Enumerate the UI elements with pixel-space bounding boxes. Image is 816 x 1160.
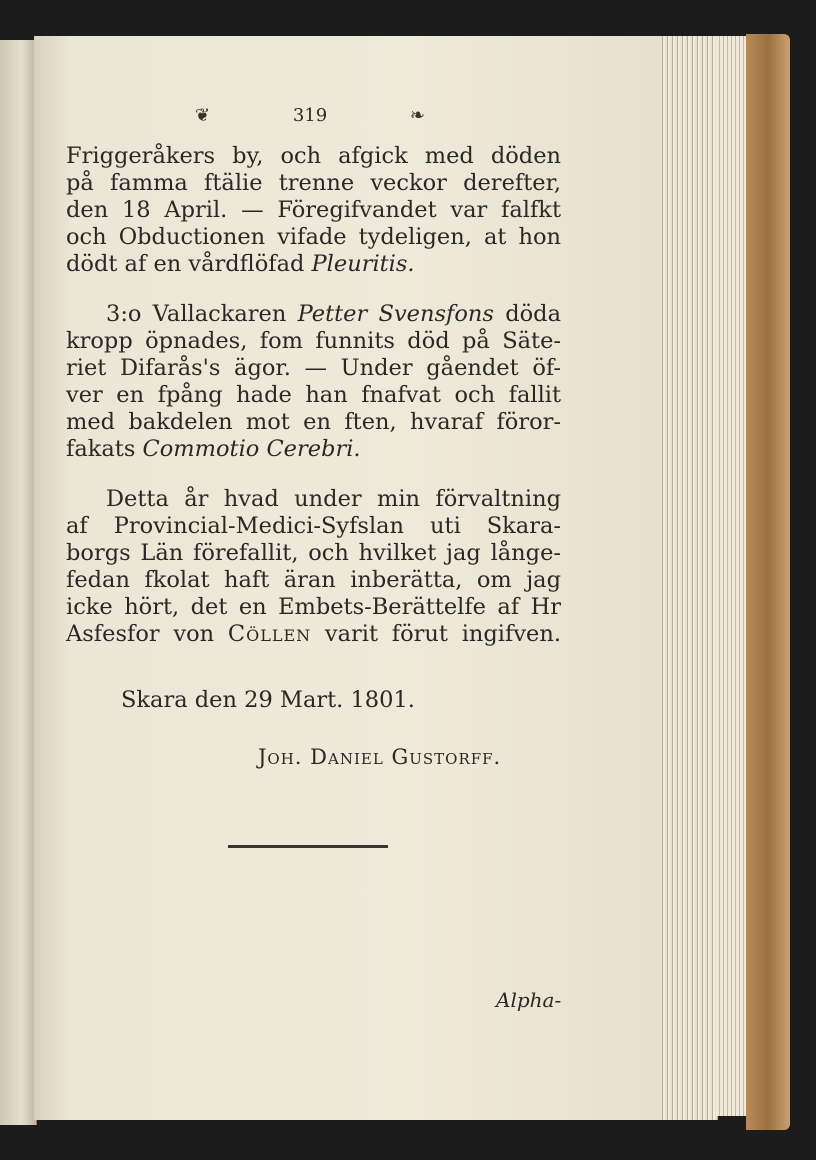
text-line: riet Difarås's ägor. — Under gåendet öf-	[66, 355, 561, 381]
catchword: Alpha-	[496, 988, 562, 1012]
ornament-left-icon: ❦	[195, 104, 211, 126]
text-line	[66, 621, 561, 648]
divider-rule	[228, 845, 388, 848]
text-fragment: fakats	[66, 436, 136, 462]
italic-name: Petter Svensfons	[297, 301, 494, 327]
paragraph-1	[66, 143, 561, 278]
text-line: med bakdelen mot en ften, hvaraf föror-	[66, 409, 561, 435]
book-cover	[746, 34, 790, 1130]
text-fragment: varit förut ingifven.	[324, 621, 562, 647]
signoff-date: Skara den 29 Mart. 1801.	[121, 687, 415, 713]
text-fragment: dödt af en vårdflöfad	[66, 251, 305, 277]
page-edges	[660, 36, 718, 1120]
page-number: 319	[292, 104, 328, 126]
text-line: Detta år hvad under min förvaltning	[106, 486, 561, 512]
text-line: kropp öpnades, fom funnits död på Säte-	[66, 328, 561, 354]
left-page-edge	[0, 40, 37, 1125]
ornament-right-icon: ❧	[409, 104, 425, 126]
page-edges-outer	[716, 36, 746, 1116]
text-line	[66, 251, 561, 278]
body-text	[66, 143, 561, 648]
text-line	[66, 301, 561, 328]
text-fragment: Asfesfor von	[66, 621, 215, 647]
text-line: på famma ftälie trenne veckor derefter,	[66, 170, 561, 196]
text-line: icke hört, det en Embets-Berättelfe af Hr	[66, 594, 561, 620]
text-line: Friggeråkers by, och afgick med döden	[66, 143, 561, 169]
text-line: den 18 April. — Föregifvandet var falfkt	[66, 197, 561, 223]
italic-term: Pleuritis.	[311, 251, 415, 277]
text-fragment: döda	[505, 301, 562, 327]
italic-term: Commotio Cerebri.	[142, 436, 361, 462]
text-line: fedan fkolat haft äran inberätta, om jag	[66, 567, 561, 593]
text-fragment: 3:o Vallackaren	[106, 301, 287, 327]
signature: Joh. Daniel Gustorff.	[258, 745, 502, 769]
small-caps-name: Cöllen	[227, 621, 312, 647]
paragraph-2	[66, 301, 561, 463]
text-line: af Provincial-Medici-Syfslan uti Skara-	[66, 513, 561, 539]
paragraph-3	[66, 486, 561, 648]
text-line: borgs Län förefallit, och hvilket jag långe-	[66, 540, 561, 566]
text-line: ver en fpång hade han fnafvat och fallit	[66, 382, 561, 408]
text-line	[66, 436, 561, 463]
page-header	[195, 100, 425, 130]
text-line: och Obductionen vifade tydeligen, at hon	[66, 224, 561, 250]
